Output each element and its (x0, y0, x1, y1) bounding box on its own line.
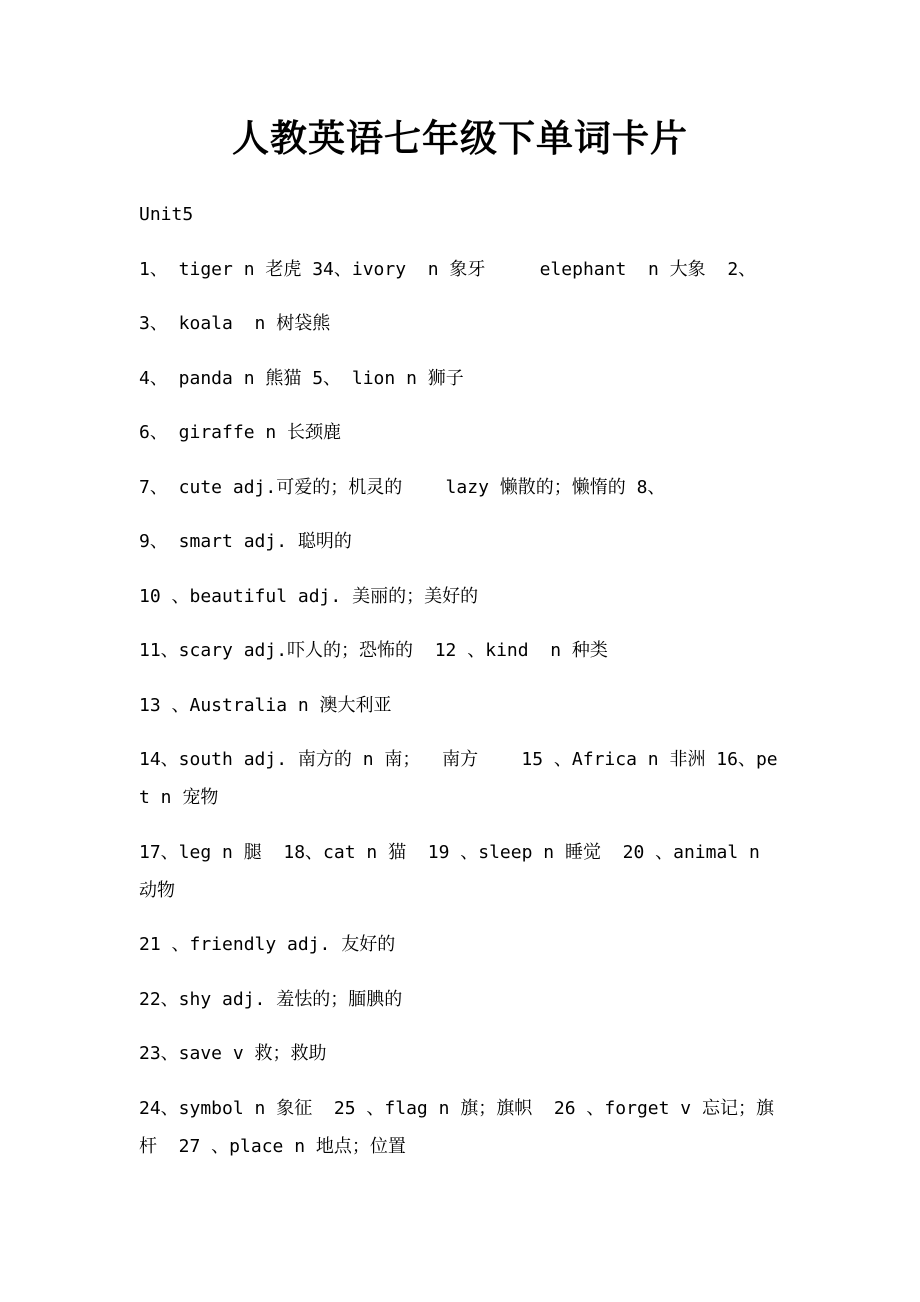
unit-heading: Unit5 (139, 204, 194, 225)
vocab-line-3: 4、 panda n 熊猫 5、 lion n 狮子 (139, 367, 464, 389)
vocab-line-5: 7、 cute adj.可爱的；机灵的 lazy 懒散的；懒惰的 8、 (139, 476, 666, 498)
vocab-line-6: 9、 smart adj. 聪明的 (139, 531, 352, 552)
vocab-line-7: 10 、beautiful adj. 美丽的；美好的 (139, 585, 479, 607)
vocab-line-2: 3、 koala n 树袋熊 (139, 313, 331, 334)
page-title: 人教英语七年级下单词卡片 (232, 116, 688, 160)
vocab-line-11: 17、leg n 腿 18、cat n 猫 19 、sleep n 睡觉 20 、animal n 动物 (139, 841, 771, 901)
vocab-line-12: 21 、friendly adj. 友好的 (139, 934, 396, 955)
vocab-line-15: 24、symbol n 象征 25 、flag n 旗；旗帜 26 、forget v 忘记；旗杆 27 、place n 地点；位置 (139, 1097, 774, 1157)
vocab-line-4: 6、 giraffe n 长颈鹿 (139, 422, 342, 443)
vocabulary-list (139, 196, 784, 1182)
vocab-line-14: 23、save v 救；救助 (139, 1043, 327, 1064)
vocab-line-9: 13 、Australia n 澳大利亚 (139, 694, 392, 716)
vocab-line-1: 1、 tiger n 老虎 34、ivory n 象牙 elephant n 大象 2、 (139, 258, 757, 280)
vocab-line-13: 22、shy adj. 羞怯的；腼腆的 (139, 988, 403, 1010)
vocab-line-8: 11、scary adj.吓人的；恐怖的 12 、kind n 种类 (139, 640, 608, 661)
vocab-line-10: 14、south adj. 南方的 n 南； 南方 15 、Africa n 非洲 16、pet n 宠物 (139, 749, 778, 808)
